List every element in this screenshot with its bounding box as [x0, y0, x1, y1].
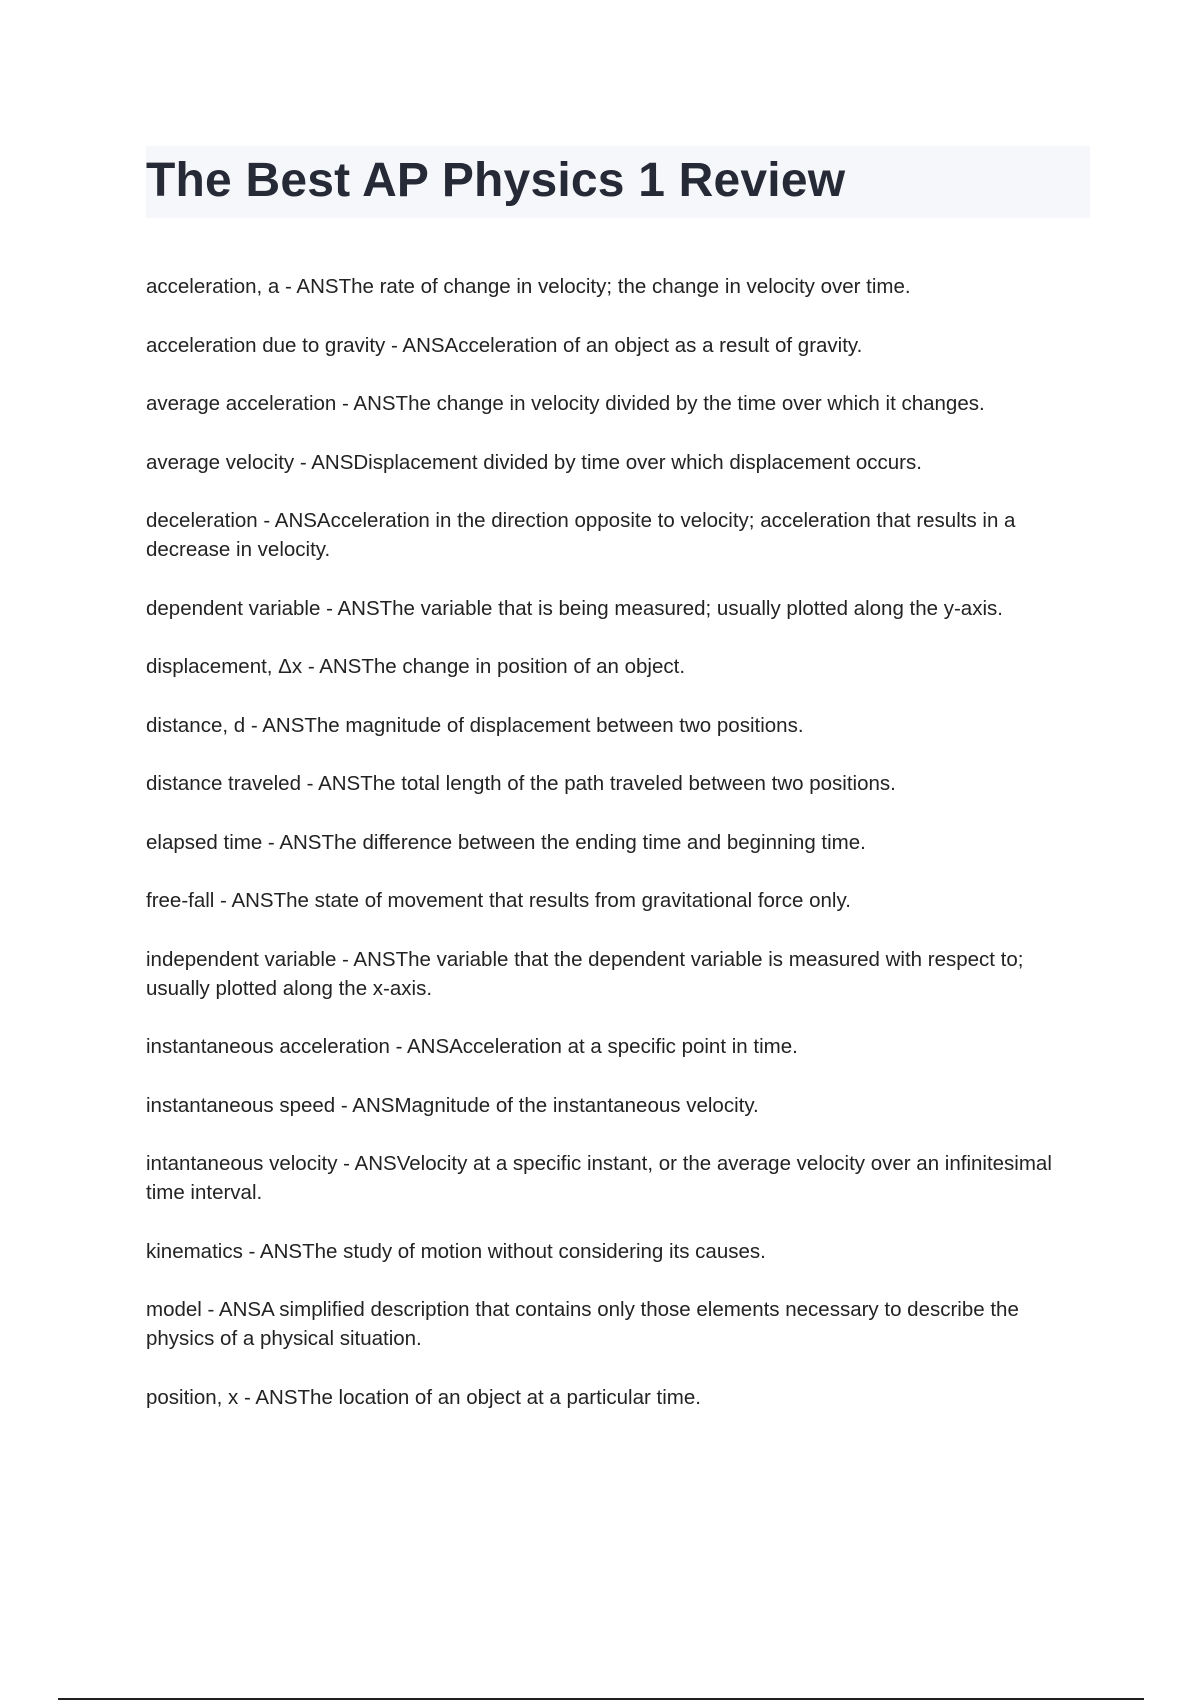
definition-entry: free-fall - ANSThe state of movement that results from gravitational force only.: [146, 889, 851, 912]
definition-entry: model - ANSA simplified description that contains only those elements necessary to describe the physics of a physical situation.: [146, 1298, 1019, 1350]
definition-entry: acceleration due to gravity - ANSAcceleration of an object as a result of gravity.: [146, 333, 863, 357]
definition-entry: distance, d - ANSThe magnitude of displacement between two positions.: [146, 713, 804, 737]
definition-entry: deceleration - ANSAcceleration in the direction opposite to velocity; acceleration that results in a decrease in velocity.: [146, 509, 1016, 561]
definition-entry: independent variable - ANSThe variable that the dependent variable is measured with respect to; usually plotted along the x-axis.: [146, 947, 1024, 1000]
definition-entry: displacement, Δx - ANSThe change in position of an object.: [146, 655, 686, 678]
definition-entry: intantaneous velocity - ANSVelocity at a specific instant, or the average velocity over an infinitesimal time interval.: [146, 1152, 1052, 1204]
definition-entry: position, x - ANSThe location of an object at a particular time.: [146, 1385, 701, 1409]
definition-entry: average velocity - ANSDisplacement divided by time over which displacement occurs.: [146, 450, 922, 474]
definition-entry: acceleration, a - ANSThe rate of change in velocity; the change in velocity over time.: [146, 275, 911, 298]
definition-entry: dependent variable - ANSThe variable that is being measured; usually plotted along the y-axis.: [146, 596, 1003, 620]
definition-entry: instantaneous speed - ANSMagnitude of the instantaneous velocity.: [146, 1093, 759, 1117]
title-band: [146, 146, 1090, 218]
definition-entry: instantaneous acceleration - ANSAcceleration at a specific point in time.: [146, 1035, 798, 1058]
definition-entry: kinematics - ANSThe study of motion without considering its causes.: [146, 1239, 766, 1263]
definition-list: [146, 272, 1090, 1441]
definition-entry: average acceleration - ANSThe change in velocity divided by the time over which it changes.: [146, 392, 985, 415]
definition-entry: elapsed time - ANSThe difference between the ending time and beginning time.: [146, 830, 866, 854]
page-title: The Best AP Physics 1 Review: [146, 154, 846, 207]
definition-entry: distance traveled - ANSThe total length of the path traveled between two positions.: [146, 772, 896, 795]
